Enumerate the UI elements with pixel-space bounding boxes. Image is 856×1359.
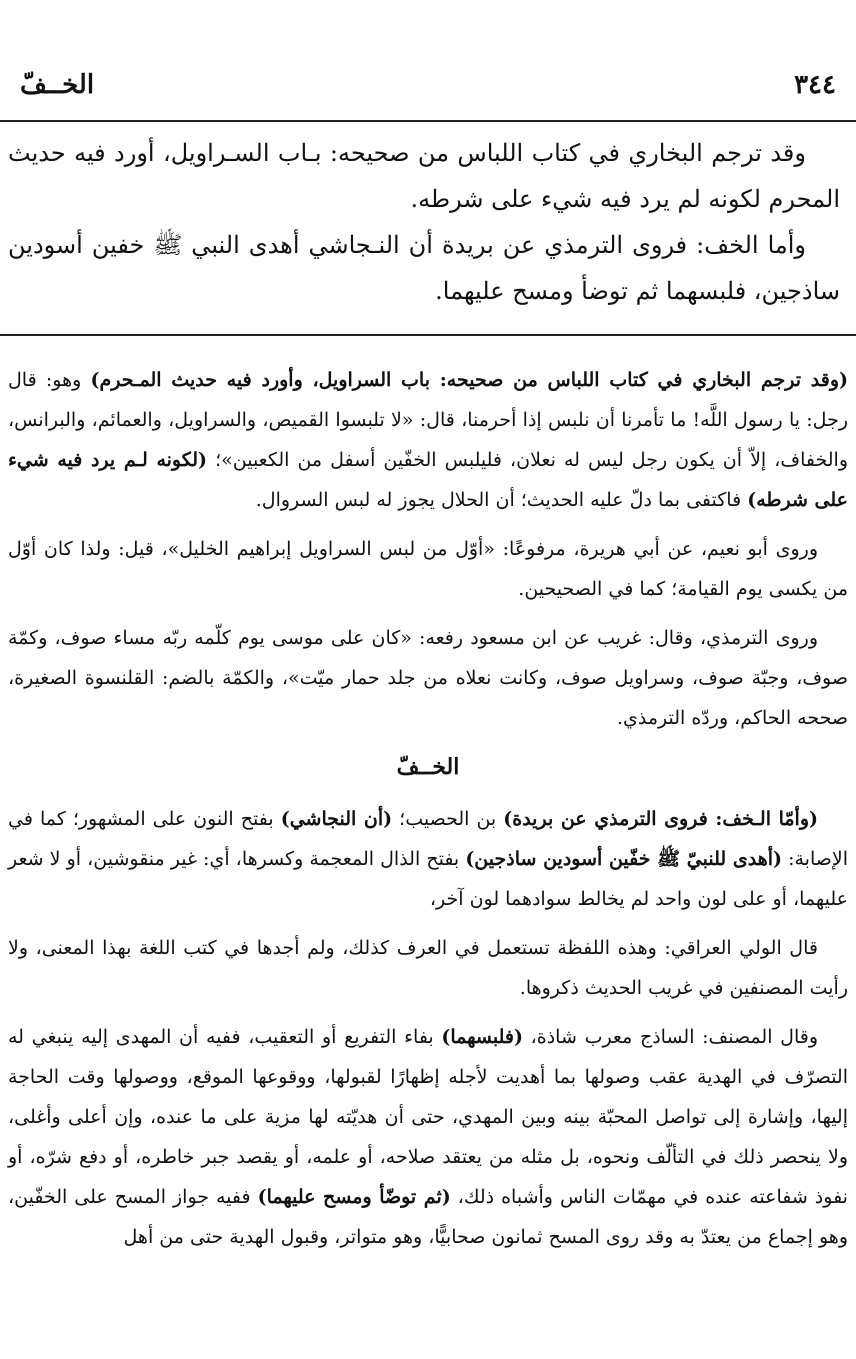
main-text-paragraph: وأما الخف: فروى الترمذي عن بريدة أن النـجاشي أهدى النبي ﷺ خفين أسودين ساذجين، فلبسهما ثم توضأ ومسح عليهما. bbox=[8, 231, 840, 305]
commentary-paragraph bbox=[8, 799, 848, 919]
commentary-paragraph: وروى أبو نعيم، عن أبي هريرة، مرفوعًا: «أوّل من لبس السراويل إبراهيم الخليل»، قيل: ولذا كان أوّل من يكسى يوم القيامة؛ كما في الصحيحين. bbox=[8, 538, 848, 600]
commentary-paragraph bbox=[8, 360, 848, 520]
commentary-text: بفتح النون على المشهور؛ كما في الإصابة: bbox=[8, 808, 848, 870]
quoted-text: (ثم توضّأ ومسح عليهما) bbox=[257, 1186, 451, 1208]
quoted-text: (وأمّا الـخف: فروى الترمذي عن بريدة) bbox=[503, 808, 819, 830]
commentary-text: فاكتفى بما دلّ عليه الحديث؛ أن الحلال يجوز له لبس السروال. bbox=[255, 489, 748, 511]
quoted-text: (أن النجاشي) bbox=[280, 808, 393, 830]
commentary-text: وقال المصنف: الساذج معرب شاذة، bbox=[522, 1026, 818, 1048]
main-text-paragraph: وقد ترجم البخاري في كتاب اللباس من صحيحه: بـاب السـراويل، أورد فيه حديث المحرم لكونه لم يرد فيه شيء على شرطه. bbox=[8, 139, 840, 213]
commentary-paragraph bbox=[8, 1017, 848, 1257]
page-number: ٣٤٤ bbox=[794, 70, 836, 100]
commentary-paragraph: وروى الترمذي، وقال: غريب عن ابن مسعود رفعه: «كان على موسى يوم كلّمه ربّه مساء صوف، وكمّة صوف، وجبّة صوف، وسراويل صوف، وكانت نعلاه من جلد حمار ميّت»، والكمّة بالضم: القلنسوة الصغيرة، صححه الحاكم، وردّه الترمذي. bbox=[8, 627, 848, 729]
commentary-text: ففيه جواز المسح على الخفّين، وهو إجماع من يعتدّ به وقد روى المسح ثمانون صحابيًّا، وهو متواتر، وقبول الهدية حتى من أهل bbox=[8, 1186, 848, 1248]
quoted-text: (فلبسهما) bbox=[441, 1026, 523, 1048]
commentary-text: بفاء التفريع أو التعقيب، ففيه أن المهدى إليه ينبغي له التصرّف في الهدية عقب وصولها بما أهديت لأجله إظهارًا لقبولها، ووقوعها الموقع، ووصولها وقت الحاجة إليها، وإشارة إلى تواصل المحبّة بينه وبين المهدي، حتى أن هديّته لها مزية على ما عنده، وإن أعلى وأغلى، ولا ينحصر ذلك في التألّف ونحوه، بل مثله من يعتقد صلاحه، أو علمه، أو يقصد جبر خاطره، أو دفع شرّه، أو نفوذ شفاعته عنده في مهمّات الناس وأشباه ذلك، bbox=[8, 1026, 848, 1208]
commentary-text: بن الحصيب؛ bbox=[392, 808, 504, 830]
text-separator-rule bbox=[0, 334, 856, 336]
header-rule bbox=[0, 120, 856, 122]
commentary-paragraph: قال الولي العراقي: وهذه اللفظة تستعمل في العرف كذلك، ولم أجدها في كتب اللغة بهذا المعنى، ولا رأيت المصنفين في غريب الحديث ذكروها. bbox=[8, 937, 848, 999]
quoted-text: (لكونه لـم يرد فيه شيء على شرطه) bbox=[8, 449, 848, 511]
page-header bbox=[20, 70, 836, 110]
running-title: الخــفّ bbox=[20, 70, 95, 100]
quoted-text: (وقد ترجم البخاري في كتاب اللباس من صحيحه: باب السراويل، وأورد فيه حديث المـحرم) bbox=[90, 369, 848, 391]
commentary-text: بفتح الذال المعجمة وكسرها، أي: غير منقوشين، أو لا شعر عليهما، أو على لون واحد لم يخالط سوادهما لون آخر، bbox=[8, 848, 848, 910]
quoted-text: (أهدى للنبيّ ﷺ خفّين أسودين ساذجين) bbox=[465, 848, 782, 870]
commentary bbox=[8, 360, 848, 1266]
commentary-text: وهو: قال رجل: يا رسول اللَّه! ما تأمرنا أن نلبس إذا أحرمنا، قال: «لا تلبسوا القميص، والسراويل، والعمائم، والبرانس، والخفاف، إلاّ أن يكون رجل ليس له نعلان، فليلبس الخفّين أسفل من الكعبين»؛ bbox=[8, 369, 848, 471]
section-title: الخــفّ bbox=[396, 754, 460, 780]
main-text bbox=[8, 130, 840, 314]
